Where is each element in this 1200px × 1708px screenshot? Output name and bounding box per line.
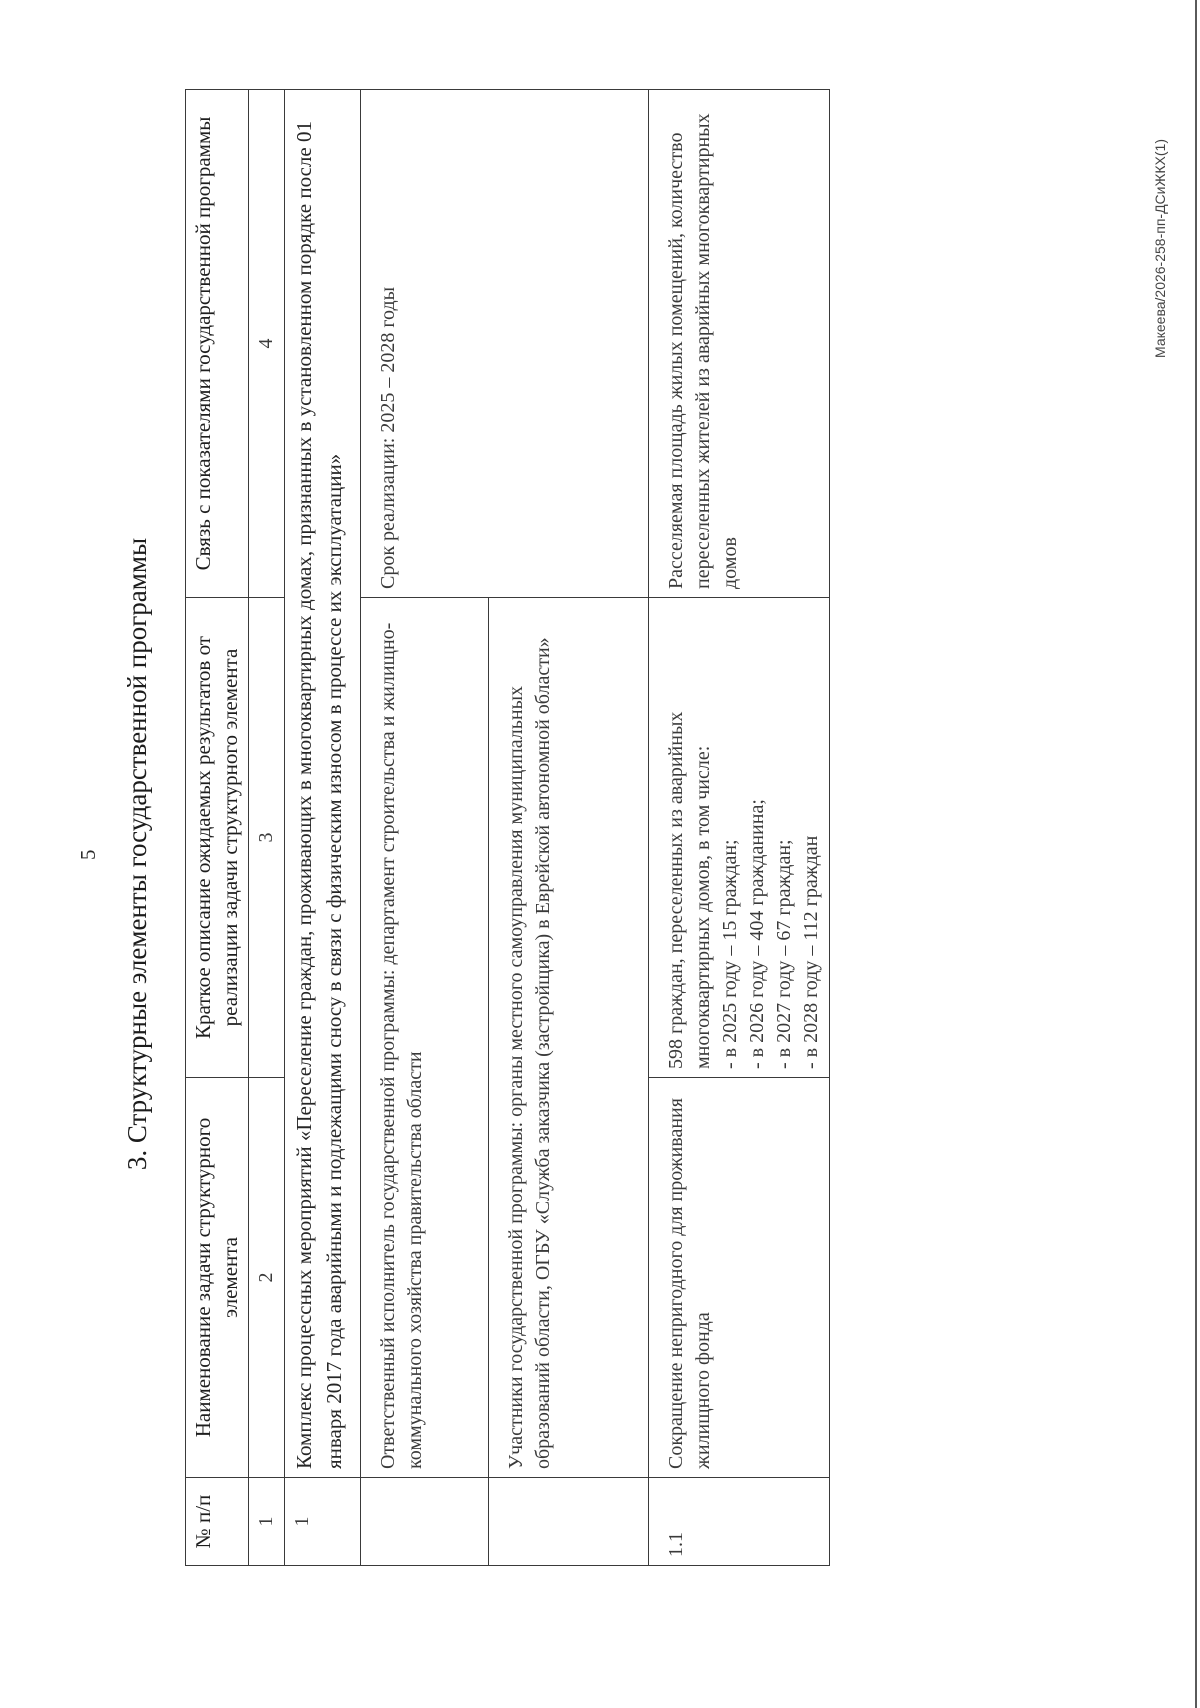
structural-elements-table — [185, 89, 830, 1566]
task-row — [649, 90, 830, 1566]
document-stamp: Макеева/2026-258-пп-ДСиЖКХ(1) — [1152, 138, 1168, 358]
implementation-term: Срок реализации: 2025 – 2028 годы — [361, 90, 649, 598]
header-number: № п/п — [186, 1478, 249, 1566]
complex-title: Комплекс процессных мероприятий «Переселение граждан, проживающих в многоквартирных домах, признанных в установленном порядке после 01 января 2017 года аварийными и подлежащими сносу в связи с физическим износом в процессе их эксплуатации» — [285, 90, 361, 1478]
task-result-2028: - в 2028 году – 112 граждан — [800, 835, 822, 1069]
section-title: 3. Структурные элементы государственной программы — [122, 537, 152, 1171]
header-task-name: Наименование задачи структурного элемента — [186, 1078, 249, 1478]
header-expected-results: Краткое описание ожидаемых результатов от реализации задачи структурного элемента — [186, 598, 249, 1078]
page-number: 5 — [76, 849, 100, 860]
participants-empty-cell — [489, 1478, 649, 1566]
column-number-2: 2 — [249, 1078, 285, 1478]
task-result-intro: 598 граждан, переселенных из аварийных многоквартирных домов, в том числе: — [665, 711, 714, 1069]
column-number-row — [249, 90, 285, 1566]
column-number-3: 3 — [249, 598, 285, 1078]
program-participants: Участники государственной программы: органы местного самоуправления муниципальных образований области, ОГБУ «Служба заказчика (застройщика) в Еврейской автономной области» — [489, 598, 649, 1478]
responsible-row — [361, 90, 489, 1566]
task-name: Сокращение непригодного для проживания жилищного фонда — [649, 1078, 830, 1478]
task-indicator-link: Расселяемая площадь жилых помещений, количество переселенных жителей из аварийных многоквартирных домов — [649, 90, 830, 598]
scan-edge-line — [1195, 0, 1197, 1708]
task-result-2026: - в 2026 году – 404 гражданина; — [746, 799, 768, 1069]
header-indicator-link: Связь с показателями государственной программы — [186, 90, 249, 598]
complex-row — [285, 90, 361, 1566]
task-number: 1.1 — [649, 1478, 830, 1566]
responsible-empty-cell — [361, 1478, 489, 1566]
column-number-4: 4 — [249, 90, 285, 598]
task-expected-results — [649, 598, 830, 1078]
responsible-executor: Ответственный исполнитель государственной программы: департамент строительства и жилищно-коммунального хозяйства правительства области — [361, 598, 489, 1478]
task-result-2027: - в 2027 году – 67 граждан; — [773, 839, 795, 1069]
column-number-1: 1 — [249, 1478, 285, 1566]
complex-number: 1 — [285, 1478, 361, 1566]
table-header-row — [186, 90, 249, 1566]
task-result-2025: - в 2025 году – 15 граждан; — [719, 839, 741, 1069]
